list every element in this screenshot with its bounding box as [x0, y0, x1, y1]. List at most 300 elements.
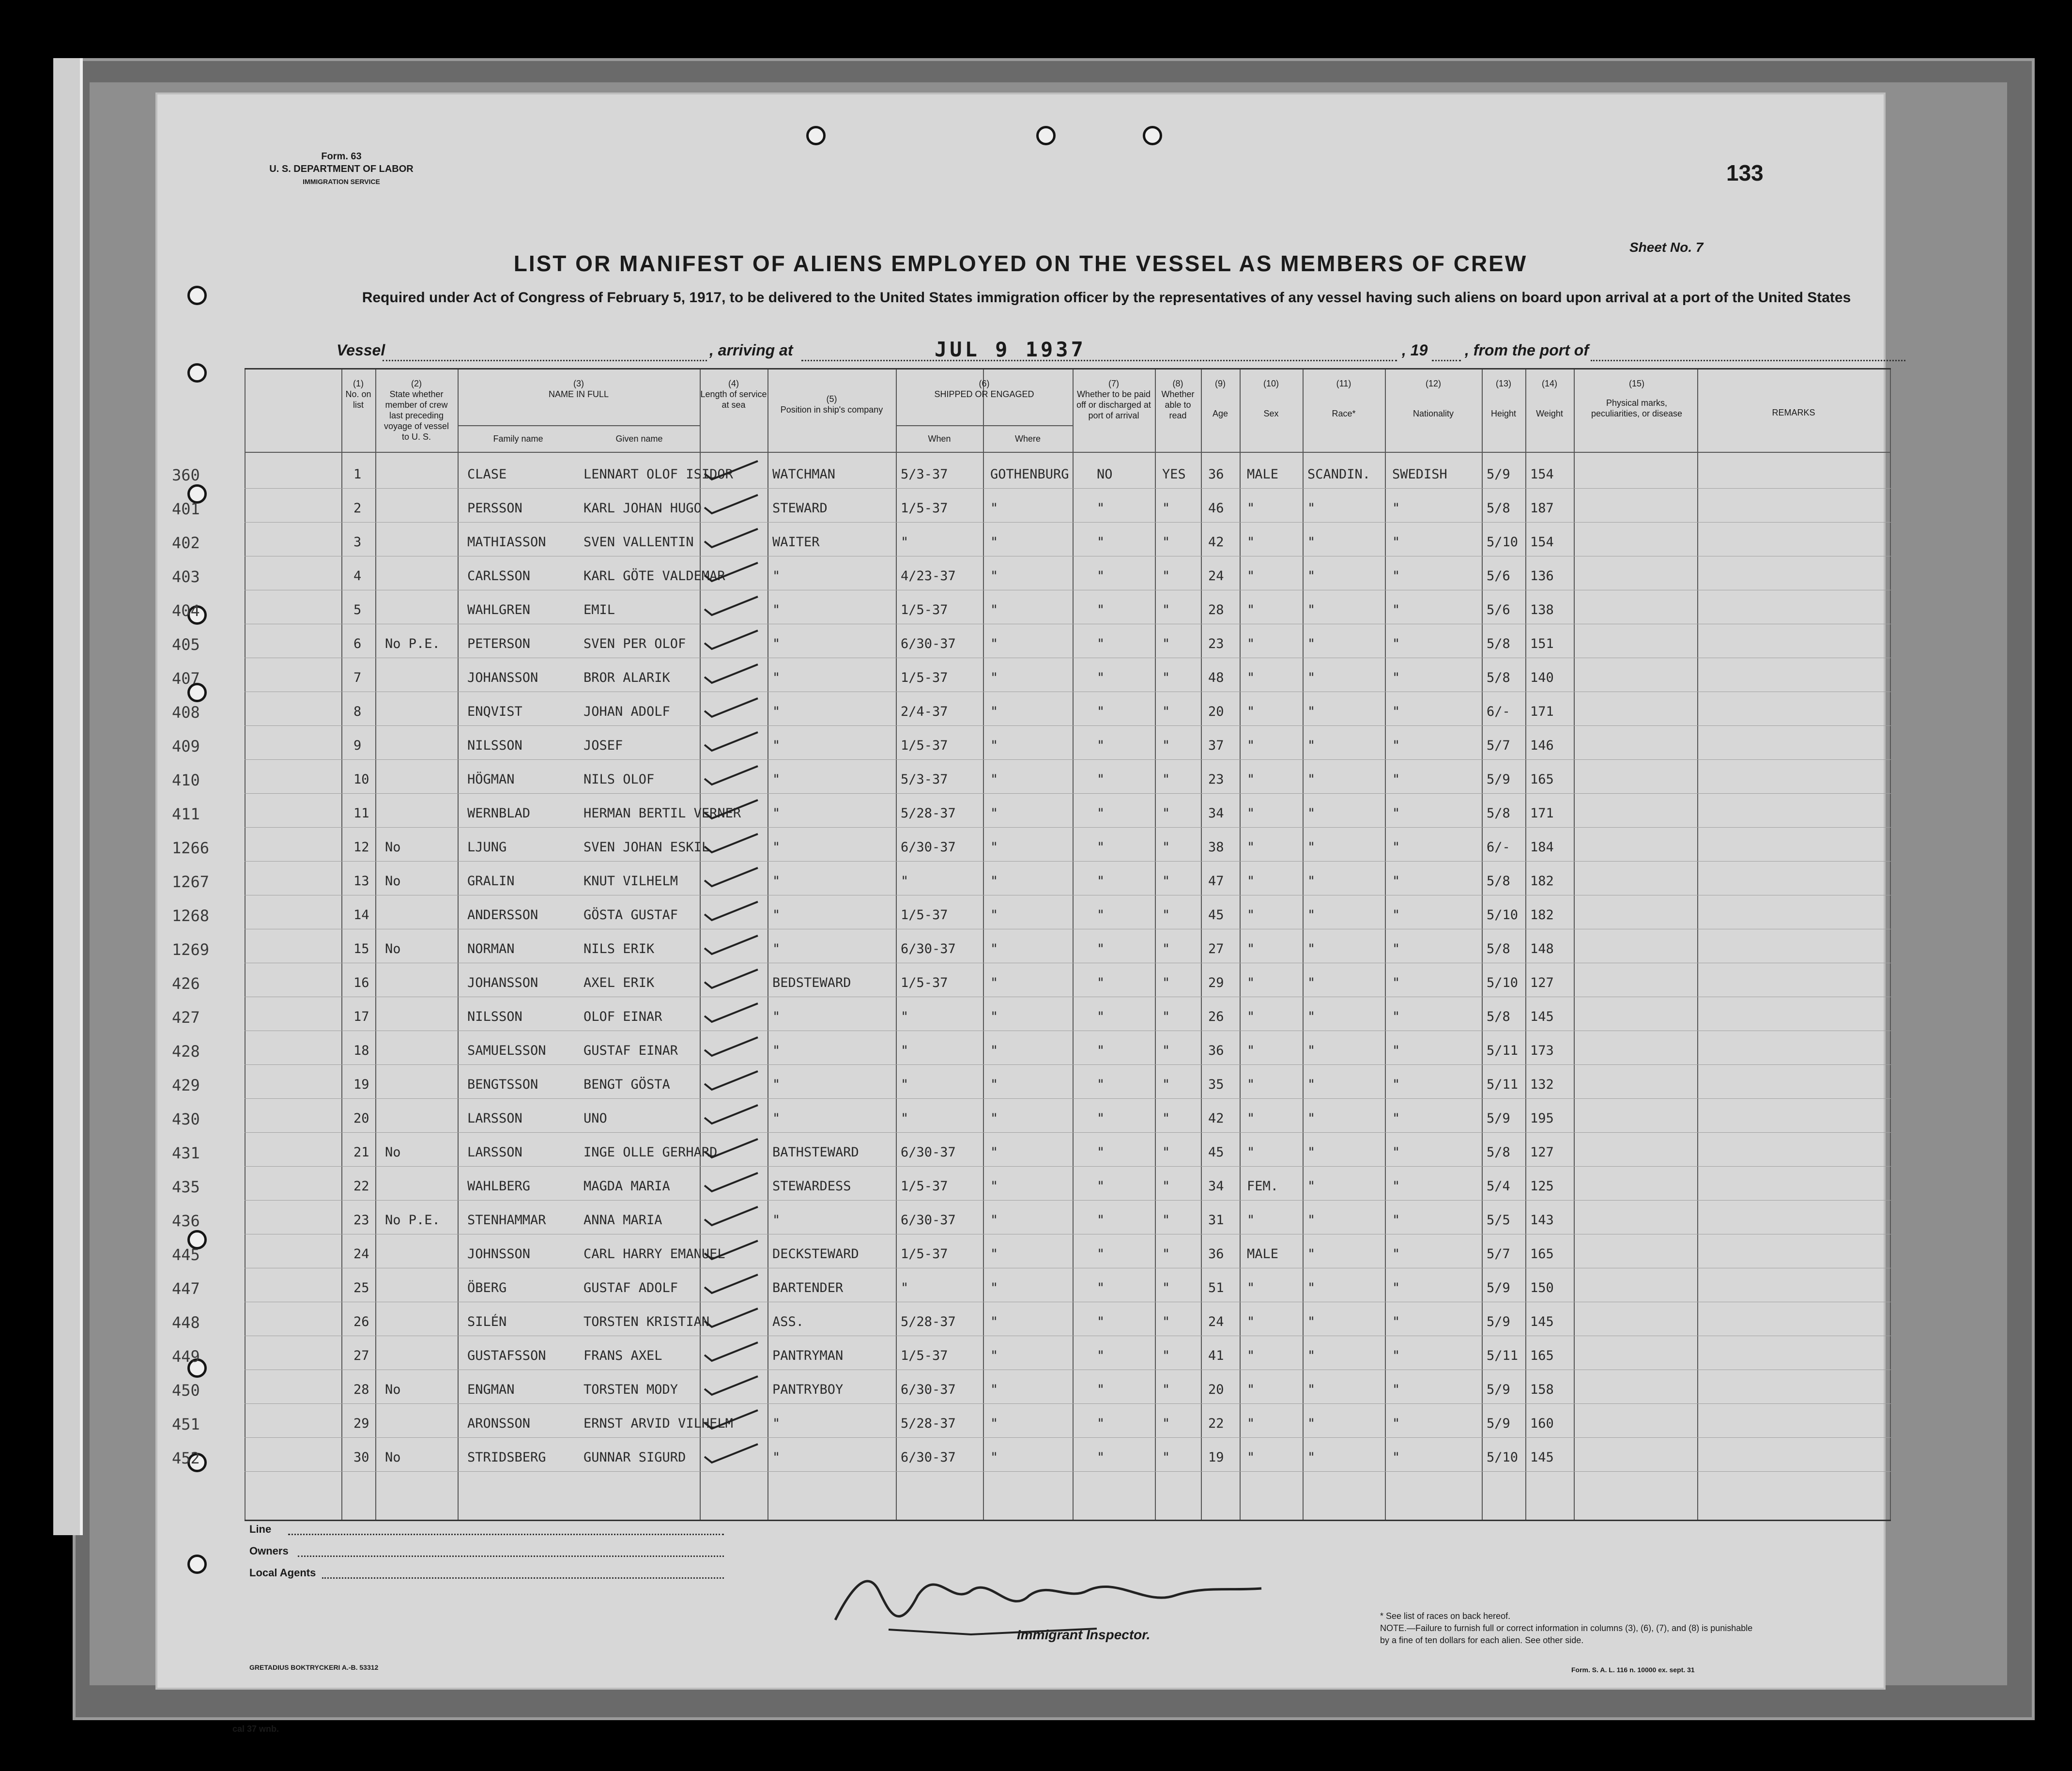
- sex: FEM.: [1247, 1179, 1279, 1194]
- weight: 160: [1530, 1416, 1554, 1431]
- age: 35: [1208, 1077, 1224, 1092]
- shipped-when: ": [901, 1077, 909, 1092]
- shipped-when: ": [901, 535, 909, 550]
- race: ": [1307, 602, 1316, 617]
- shipped-where: ": [990, 636, 998, 651]
- family-name: STRIDSBERG: [467, 1450, 546, 1465]
- sex: ": [1247, 975, 1255, 990]
- service-checkmark: [702, 662, 760, 684]
- nationality: ": [1392, 501, 1400, 516]
- margin-number: 1268: [172, 907, 210, 925]
- col-header-age: [1201, 378, 1240, 419]
- previous-voyage: No P.E.: [385, 636, 440, 651]
- table-row: [172, 556, 1891, 590]
- position: BATHSTEWARD: [772, 1145, 859, 1160]
- nationality: ": [1392, 670, 1400, 685]
- sex: ": [1247, 602, 1255, 617]
- family-name: ENGMAN: [467, 1382, 515, 1397]
- age: 45: [1208, 908, 1224, 923]
- paid-off: ": [1097, 1382, 1105, 1397]
- race: ": [1307, 1213, 1316, 1228]
- weight: 145: [1530, 1009, 1554, 1024]
- able-to-read: ": [1162, 1247, 1170, 1262]
- able-to-read: ": [1162, 1043, 1170, 1058]
- race: ": [1307, 1009, 1316, 1024]
- race: ": [1307, 975, 1316, 990]
- table-row: [172, 1132, 1891, 1167]
- race: ": [1307, 738, 1316, 753]
- nationality: ": [1392, 1009, 1400, 1024]
- age: 46: [1208, 501, 1224, 516]
- race: ": [1307, 1043, 1316, 1058]
- margin-number: 407: [172, 669, 200, 688]
- list-number: 25: [353, 1280, 369, 1295]
- list-number: 2: [353, 501, 362, 516]
- line-rule: [288, 1534, 724, 1535]
- height: 5/10: [1487, 975, 1519, 990]
- service-checkmark: [702, 866, 760, 888]
- previous-voyage: No: [385, 1382, 401, 1397]
- weight: 165: [1530, 1348, 1554, 1363]
- shipped-when: 5/28-37: [901, 1416, 956, 1431]
- height: 6/-: [1487, 704, 1510, 719]
- shipped-where: ": [990, 806, 998, 821]
- height: 5/9: [1487, 467, 1510, 482]
- col-header-when: When: [928, 434, 951, 444]
- nationality: ": [1392, 1077, 1400, 1092]
- able-to-read: ": [1162, 1009, 1170, 1024]
- height: 5/8: [1487, 636, 1510, 651]
- sex: ": [1247, 1043, 1255, 1058]
- margin-number: 430: [172, 1110, 200, 1128]
- age: 27: [1208, 941, 1224, 956]
- shipped-where: ": [990, 941, 998, 956]
- col-header-race: [1303, 378, 1385, 419]
- paid-off: ": [1097, 704, 1105, 719]
- paid-off: ": [1097, 840, 1105, 855]
- position: ASS.: [772, 1314, 804, 1329]
- weight: 127: [1530, 1145, 1554, 1160]
- shipped-when: ": [901, 1280, 909, 1295]
- table-row: [172, 1302, 1891, 1336]
- nationality: ": [1392, 840, 1400, 855]
- height: 5/10: [1487, 1450, 1519, 1465]
- shipped-when: ": [901, 874, 909, 889]
- height: 5/7: [1487, 1247, 1510, 1262]
- able-to-read: ": [1162, 874, 1170, 889]
- nationality: SWEDISH: [1392, 467, 1447, 482]
- list-number: 13: [353, 874, 369, 889]
- height: 5/8: [1487, 1009, 1510, 1024]
- family-name: WERNBLAD: [467, 806, 531, 821]
- shipped-when: 1/5-37: [901, 602, 948, 617]
- arrival-date-stamp: JUL 9 1937: [935, 338, 1086, 361]
- archive-stamp: cal 37 wnb.: [232, 1724, 279, 1734]
- table-row: [172, 488, 1891, 523]
- given-name: GÖSTA GUSTAF: [583, 908, 678, 923]
- margin-number: 436: [172, 1212, 200, 1230]
- paid-off: ": [1097, 1416, 1105, 1431]
- shipped-when: 6/30-37: [901, 1213, 956, 1228]
- service-checkmark: [702, 696, 760, 718]
- paid-off: ": [1097, 1043, 1105, 1058]
- height: 5/9: [1487, 772, 1510, 787]
- race: ": [1307, 501, 1316, 516]
- weight: 125: [1530, 1179, 1554, 1194]
- service-checkmark: [702, 1001, 760, 1023]
- nationality: ": [1392, 975, 1400, 990]
- weight: 154: [1530, 535, 1554, 550]
- paid-off: ": [1097, 1280, 1105, 1295]
- service-checkmark: [702, 730, 760, 752]
- age: 36: [1208, 467, 1224, 482]
- position: BEDSTEWARD: [772, 975, 851, 990]
- weight: 151: [1530, 636, 1554, 651]
- nationality: ": [1392, 1111, 1400, 1126]
- sex: ": [1247, 1009, 1255, 1024]
- shipped-when: 5/28-37: [901, 806, 956, 821]
- family-name: STENHAMMAR: [467, 1213, 546, 1228]
- margin-number: 401: [172, 500, 200, 518]
- weight: 148: [1530, 941, 1554, 956]
- sex: ": [1247, 738, 1255, 753]
- shipped-when: 6/30-37: [901, 1382, 956, 1397]
- paid-off: ": [1097, 941, 1105, 956]
- height: 5/9: [1487, 1280, 1510, 1295]
- list-number: 27: [353, 1348, 369, 1363]
- nationality: ": [1392, 772, 1400, 787]
- sex: ": [1247, 501, 1255, 516]
- race: ": [1307, 772, 1316, 787]
- col-label: State whether member of crew last preceding voyage of vessel to U. S.: [384, 389, 449, 442]
- shipped-where: ": [990, 704, 998, 719]
- race: ": [1307, 704, 1316, 719]
- shipped-when: 5/3-37: [901, 772, 948, 787]
- able-to-read: ": [1162, 1111, 1170, 1126]
- notes: [1380, 1610, 1758, 1647]
- age: 24: [1208, 569, 1224, 584]
- position: ": [772, 1111, 781, 1126]
- owners-rule: [298, 1555, 724, 1557]
- shipped-when: 5/28-37: [901, 1314, 956, 1329]
- table-row: [172, 1166, 1891, 1201]
- table-row: [172, 1268, 1891, 1302]
- age: 28: [1208, 602, 1224, 617]
- sex: MALE: [1247, 1247, 1279, 1262]
- service-checkmark: [702, 1442, 760, 1464]
- year-label: , 19: [1402, 341, 1428, 359]
- service-checkmark: [702, 1273, 760, 1294]
- service-checkmark: [702, 1171, 760, 1193]
- paid-off: ": [1097, 1348, 1105, 1363]
- given-name: UNO: [583, 1111, 607, 1126]
- local-agents-label: Local Agents: [249, 1567, 316, 1579]
- service-checkmark: [702, 493, 760, 515]
- table-row: [172, 929, 1891, 963]
- col-header-where: Where: [1014, 434, 1041, 444]
- given-name: GUSTAF EINAR: [583, 1043, 678, 1058]
- service-checkmark: [702, 561, 760, 583]
- nationality: ": [1392, 1043, 1400, 1058]
- position: ": [772, 1213, 781, 1228]
- weight: 158: [1530, 1382, 1554, 1397]
- col-header-weight: [1525, 378, 1574, 419]
- sex: ": [1247, 908, 1255, 923]
- nationality: ": [1392, 1450, 1400, 1465]
- given-name: BROR ALARIK: [583, 670, 670, 685]
- weight: 184: [1530, 840, 1554, 855]
- service-label: IMMIGRATION SERVICE: [303, 178, 380, 185]
- shipped-when: ": [901, 1043, 909, 1058]
- sex: ": [1247, 840, 1255, 855]
- able-to-read: ": [1162, 569, 1170, 584]
- from-port-label: , from the port of: [1465, 341, 1589, 359]
- service-checkmark: [702, 1069, 760, 1091]
- given-name: GUSTAF ADOLF: [583, 1280, 678, 1295]
- weight: 143: [1530, 1213, 1554, 1228]
- position: ": [772, 738, 781, 753]
- shipped-where: ": [990, 908, 998, 923]
- position: ": [772, 636, 781, 651]
- shipped-where: ": [990, 1009, 998, 1024]
- shipped-where: ": [990, 1043, 998, 1058]
- list-number: 12: [353, 840, 369, 855]
- weight: 187: [1530, 501, 1554, 516]
- family-name: GUSTAFSSON: [467, 1348, 546, 1363]
- given-name: TORSTEN KRISTIAN: [583, 1314, 710, 1329]
- service-checkmark: [702, 798, 760, 820]
- age: 24: [1208, 1314, 1224, 1329]
- table-row: [172, 454, 1891, 489]
- sex: ": [1247, 636, 1255, 651]
- age: 26: [1208, 1009, 1224, 1024]
- sex: ": [1247, 1145, 1255, 1160]
- race: ": [1307, 1450, 1316, 1465]
- col-header-family-name: Family name: [493, 434, 543, 444]
- table-row: [172, 895, 1891, 929]
- given-name: LENNART OLOF ISIDOR: [583, 467, 733, 482]
- family-name: BENGTSSON: [467, 1077, 538, 1092]
- shipped-where: ": [990, 1348, 998, 1363]
- race: ": [1307, 1280, 1316, 1295]
- list-number: 28: [353, 1382, 369, 1397]
- department-label: U. S. DEPARTMENT OF LABOR: [269, 164, 414, 174]
- race: ": [1307, 1179, 1316, 1194]
- nationality: ": [1392, 704, 1400, 719]
- family-name: ANDERSSON: [467, 908, 538, 923]
- vessel-line: [337, 338, 1905, 366]
- margin-number: 451: [172, 1415, 200, 1433]
- paid-off: NO: [1097, 467, 1113, 482]
- sex: ": [1247, 806, 1255, 821]
- shipped-where: ": [990, 1179, 998, 1194]
- age: 19: [1208, 1450, 1224, 1465]
- family-name: LJUNG: [467, 840, 507, 855]
- family-name: SAMUELSSON: [467, 1043, 546, 1058]
- list-number: 17: [353, 1009, 369, 1024]
- service-checkmark: [702, 1307, 760, 1328]
- service-checkmark: [702, 968, 760, 989]
- list-number: 15: [353, 941, 369, 956]
- sex: ": [1247, 1450, 1255, 1465]
- weight: 145: [1530, 1314, 1554, 1329]
- paid-off: ": [1097, 806, 1105, 821]
- margin-number: 431: [172, 1144, 200, 1162]
- given-name: SVEN VALLENTIN: [583, 535, 694, 550]
- service-checkmark: [702, 1103, 760, 1125]
- able-to-read: ": [1162, 840, 1170, 855]
- list-number: 8: [353, 704, 362, 719]
- shipped-where: ": [990, 1145, 998, 1160]
- agents-rule: [322, 1577, 724, 1579]
- list-number: 16: [353, 975, 369, 990]
- nationality: ": [1392, 908, 1400, 923]
- service-checkmark: [702, 1137, 760, 1159]
- header-bottom-line: [245, 452, 1891, 453]
- shipped-where: GOTHENBURG: [990, 467, 1069, 482]
- height: 5/4: [1487, 1179, 1510, 1194]
- position: ": [772, 1043, 781, 1058]
- race: ": [1307, 569, 1316, 584]
- list-number: 24: [353, 1247, 369, 1262]
- paid-off: ": [1097, 602, 1105, 617]
- table-row: [172, 1031, 1891, 1065]
- col-number: (12): [1425, 379, 1441, 388]
- col-header-name: [458, 378, 700, 400]
- margin-number: 403: [172, 568, 200, 586]
- family-name: CLASE: [467, 467, 507, 482]
- port-rule: [1591, 360, 1905, 361]
- able-to-read: ": [1162, 636, 1170, 651]
- col-number: (1): [353, 379, 364, 388]
- margin-number: 452: [172, 1449, 200, 1467]
- margin-number: 411: [172, 805, 200, 823]
- margin-number: 1267: [172, 873, 210, 891]
- margin-number: 409: [172, 737, 200, 755]
- height: 5/8: [1487, 874, 1510, 889]
- age: 51: [1208, 1280, 1224, 1295]
- age: 20: [1208, 704, 1224, 719]
- sex: ": [1247, 535, 1255, 550]
- family-name: ENQVIST: [467, 704, 522, 719]
- shipped-where: ": [990, 670, 998, 685]
- shipped-where: ": [990, 1213, 998, 1228]
- margin-number: 448: [172, 1313, 200, 1332]
- margin-number: 360: [172, 466, 200, 484]
- weight: 132: [1530, 1077, 1554, 1092]
- age: 20: [1208, 1382, 1224, 1397]
- able-to-read: ": [1162, 1145, 1170, 1160]
- height: 5/9: [1487, 1314, 1510, 1329]
- table-row: [172, 1437, 1891, 1472]
- nationality: ": [1392, 535, 1400, 550]
- shipped-when: 1/5-37: [901, 738, 948, 753]
- col-number: (5): [826, 394, 837, 404]
- sex: ": [1247, 569, 1255, 584]
- weight: 138: [1530, 602, 1554, 617]
- race: ": [1307, 1247, 1316, 1262]
- failure-note: NOTE.—Failure to furnish full or correct information in columns (3), (6), (7), and (8) is punishable by a fine of ten dollars for each alien. See other side.: [1380, 1623, 1753, 1645]
- weight: 171: [1530, 704, 1554, 719]
- shipped-when: 1/5-37: [901, 1179, 948, 1194]
- list-number: 19: [353, 1077, 369, 1092]
- age: 42: [1208, 535, 1224, 550]
- list-number: 29: [353, 1416, 369, 1431]
- able-to-read: ": [1162, 1450, 1170, 1465]
- race: ": [1307, 670, 1316, 685]
- age: 36: [1208, 1247, 1224, 1262]
- able-to-read: ": [1162, 975, 1170, 990]
- list-number: 7: [353, 670, 362, 685]
- shipped-when: ": [901, 1009, 909, 1024]
- age: 34: [1208, 1179, 1224, 1194]
- col-header-previous-voyage: [380, 378, 453, 442]
- height: 5/9: [1487, 1382, 1510, 1397]
- height: 5/10: [1487, 535, 1519, 550]
- table-row: [172, 658, 1891, 692]
- shipped-where: ": [990, 602, 998, 617]
- service-checkmark: [702, 1205, 760, 1227]
- height: 5/11: [1487, 1077, 1519, 1092]
- nationality: ": [1392, 941, 1400, 956]
- able-to-read: ": [1162, 704, 1170, 719]
- able-to-read: ": [1162, 535, 1170, 550]
- punch-hole: [1143, 126, 1162, 145]
- given-name: TORSTEN MODY: [583, 1382, 678, 1397]
- previous-voyage: No P.E.: [385, 1213, 440, 1228]
- sex: ": [1247, 941, 1255, 956]
- col-header-no: [341, 378, 375, 410]
- sex: MALE: [1247, 467, 1279, 482]
- given-name: CARL HARRY EMANUEL: [583, 1247, 725, 1262]
- binding-tab: [53, 58, 83, 1535]
- nationality: ": [1392, 1280, 1400, 1295]
- race: ": [1307, 636, 1316, 651]
- position: ": [772, 602, 781, 617]
- list-number: 18: [353, 1043, 369, 1058]
- weight: 140: [1530, 670, 1554, 685]
- col-number: (2): [411, 379, 422, 388]
- service-checkmark: [702, 595, 760, 616]
- table-row: [172, 759, 1891, 794]
- margin-number: 428: [172, 1042, 200, 1061]
- weight: 173: [1530, 1043, 1554, 1058]
- service-checkmark: [702, 1239, 760, 1261]
- shipped-where: ": [990, 1077, 998, 1092]
- given-name: KARL GÖTE VALDEMAR: [583, 569, 725, 584]
- table-row: [172, 522, 1891, 556]
- shipped-when: 6/30-37: [901, 840, 956, 855]
- race: ": [1307, 535, 1316, 550]
- shipped-when: 2/4-37: [901, 704, 948, 719]
- margin-number: 429: [172, 1076, 200, 1094]
- paid-off: ": [1097, 1009, 1105, 1024]
- col-header-given-name: Given name: [615, 434, 663, 444]
- vessel-label: Vessel: [337, 341, 385, 359]
- shipped-when: 6/30-37: [901, 941, 956, 956]
- family-name: ÖBERG: [467, 1280, 507, 1295]
- shipped-when: 4/23-37: [901, 569, 956, 584]
- sex: ": [1247, 1077, 1255, 1092]
- race: ": [1307, 1348, 1316, 1363]
- position: PANTRYBOY: [772, 1382, 844, 1397]
- previous-voyage: No: [385, 1145, 401, 1160]
- position: ": [772, 840, 781, 855]
- col-number: (3): [573, 379, 584, 388]
- table-row: [172, 1234, 1891, 1268]
- age: 23: [1208, 772, 1224, 787]
- manifest-subtitle: Required under Act of Congress of February 5, 1917, to be delivered to the United States immigration officer by the representatives of any vessel having such aliens on board upon arrival at a port of the United States: [362, 290, 1851, 306]
